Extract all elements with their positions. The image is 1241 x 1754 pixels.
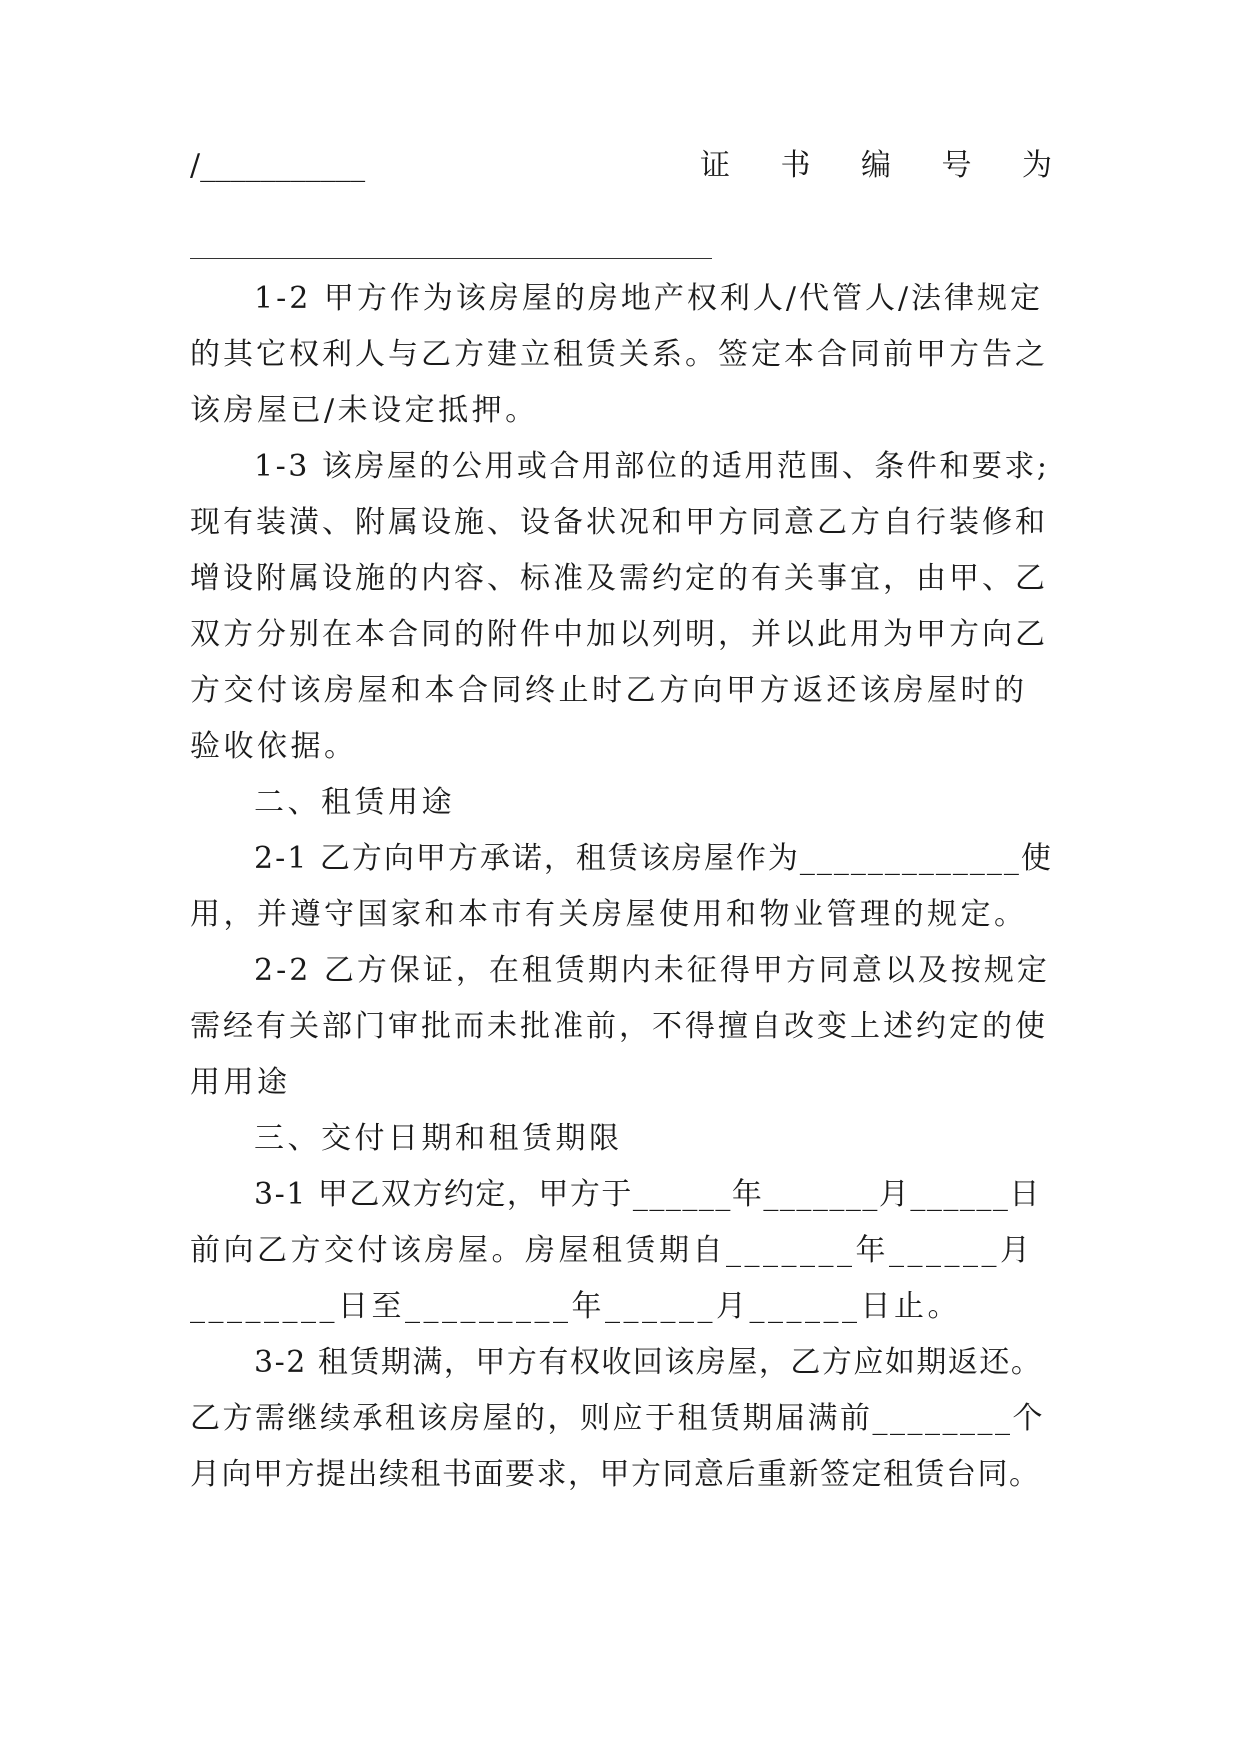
clause-2-2-line: 2-2 乙方保证，在租赁期内未征得甲方同意以及按规定 — [254, 953, 1050, 988]
section-heading-3: 三、交付日期和租赁期限 — [254, 1121, 623, 1156]
certificate-label — [520, 137, 1052, 195]
certificate-number-line — [190, 137, 1052, 195]
paragraph-line: 用用途 — [190, 1065, 291, 1100]
paragraph-line: 双方分别在本合同的附件中加以列明，并以此用为甲方向乙 — [190, 617, 1048, 652]
paragraph-line: 现有装潢、附属设施、设备状况和甲方同意乙方自行装修和 — [190, 505, 1048, 540]
paragraph-line: 的其它权利人与乙方建立租赁关系。签定本合同前甲方告之 — [190, 337, 1048, 372]
paragraph-line: 乙方需继续承租该房屋的，则应于租赁期届满前________个 — [190, 1401, 1045, 1436]
paragraph-line: 该房屋已/未设定抵押。 — [190, 393, 539, 428]
certificate-prefix: /___________ — [190, 148, 366, 183]
label-char: 为 — [1022, 148, 1052, 183]
label-char: 号 — [941, 148, 972, 183]
clause-1-3-line: 1-3 该房屋的公用或合用部位的适用范围、条件和要求; — [254, 449, 1050, 484]
paragraph-line: 月向甲方提出续租书面要求，甲方同意后重新签定租赁台同。 — [190, 1457, 1041, 1492]
paragraph-line: 方交付该房屋和本合同终止时乙方向甲方返还该房屋时的 — [190, 673, 1028, 708]
clause-2-1-line: 2-1 乙方向甲方承诺，租赁该房屋作为_____________使 — [254, 841, 1053, 876]
clause-1-2-line: 1-2 甲方作为该房屋的房地产权利人/代管人/法律规定 — [254, 281, 1044, 316]
paragraph-line: 验收依据。 — [190, 729, 358, 764]
paragraph-line: 用，并遵守国家和本市有关房屋使用和物业管理的规定。 — [190, 897, 1028, 932]
clause-3-1-line: 3-1 甲乙双方约定，甲方于______年_______月______日 — [254, 1177, 1041, 1212]
label-char: 编 — [861, 148, 891, 183]
blank-underline — [190, 258, 712, 259]
clause-3-2-line: 3-2 租赁期满，甲方有权收回该房屋，乙方应如期返还。 — [254, 1345, 1043, 1380]
paragraph-line: ________日至_________年______月______日止。 — [190, 1289, 961, 1324]
label-char: 书 — [780, 148, 811, 183]
section-heading-2: 二、租赁用途 — [254, 785, 455, 820]
paragraph-line: 前向乙方交付该房屋。房屋租赁期自_______年______月 — [190, 1233, 1034, 1268]
paragraph-line: 需经有关部门审批而未批准前，不得擅自改变上述约定的使 — [190, 1009, 1048, 1044]
label-char: 证 — [700, 148, 730, 183]
paragraph-line: 增设附属设施的内容、标准及需约定的有关事宜，由甲、乙 — [190, 561, 1048, 596]
